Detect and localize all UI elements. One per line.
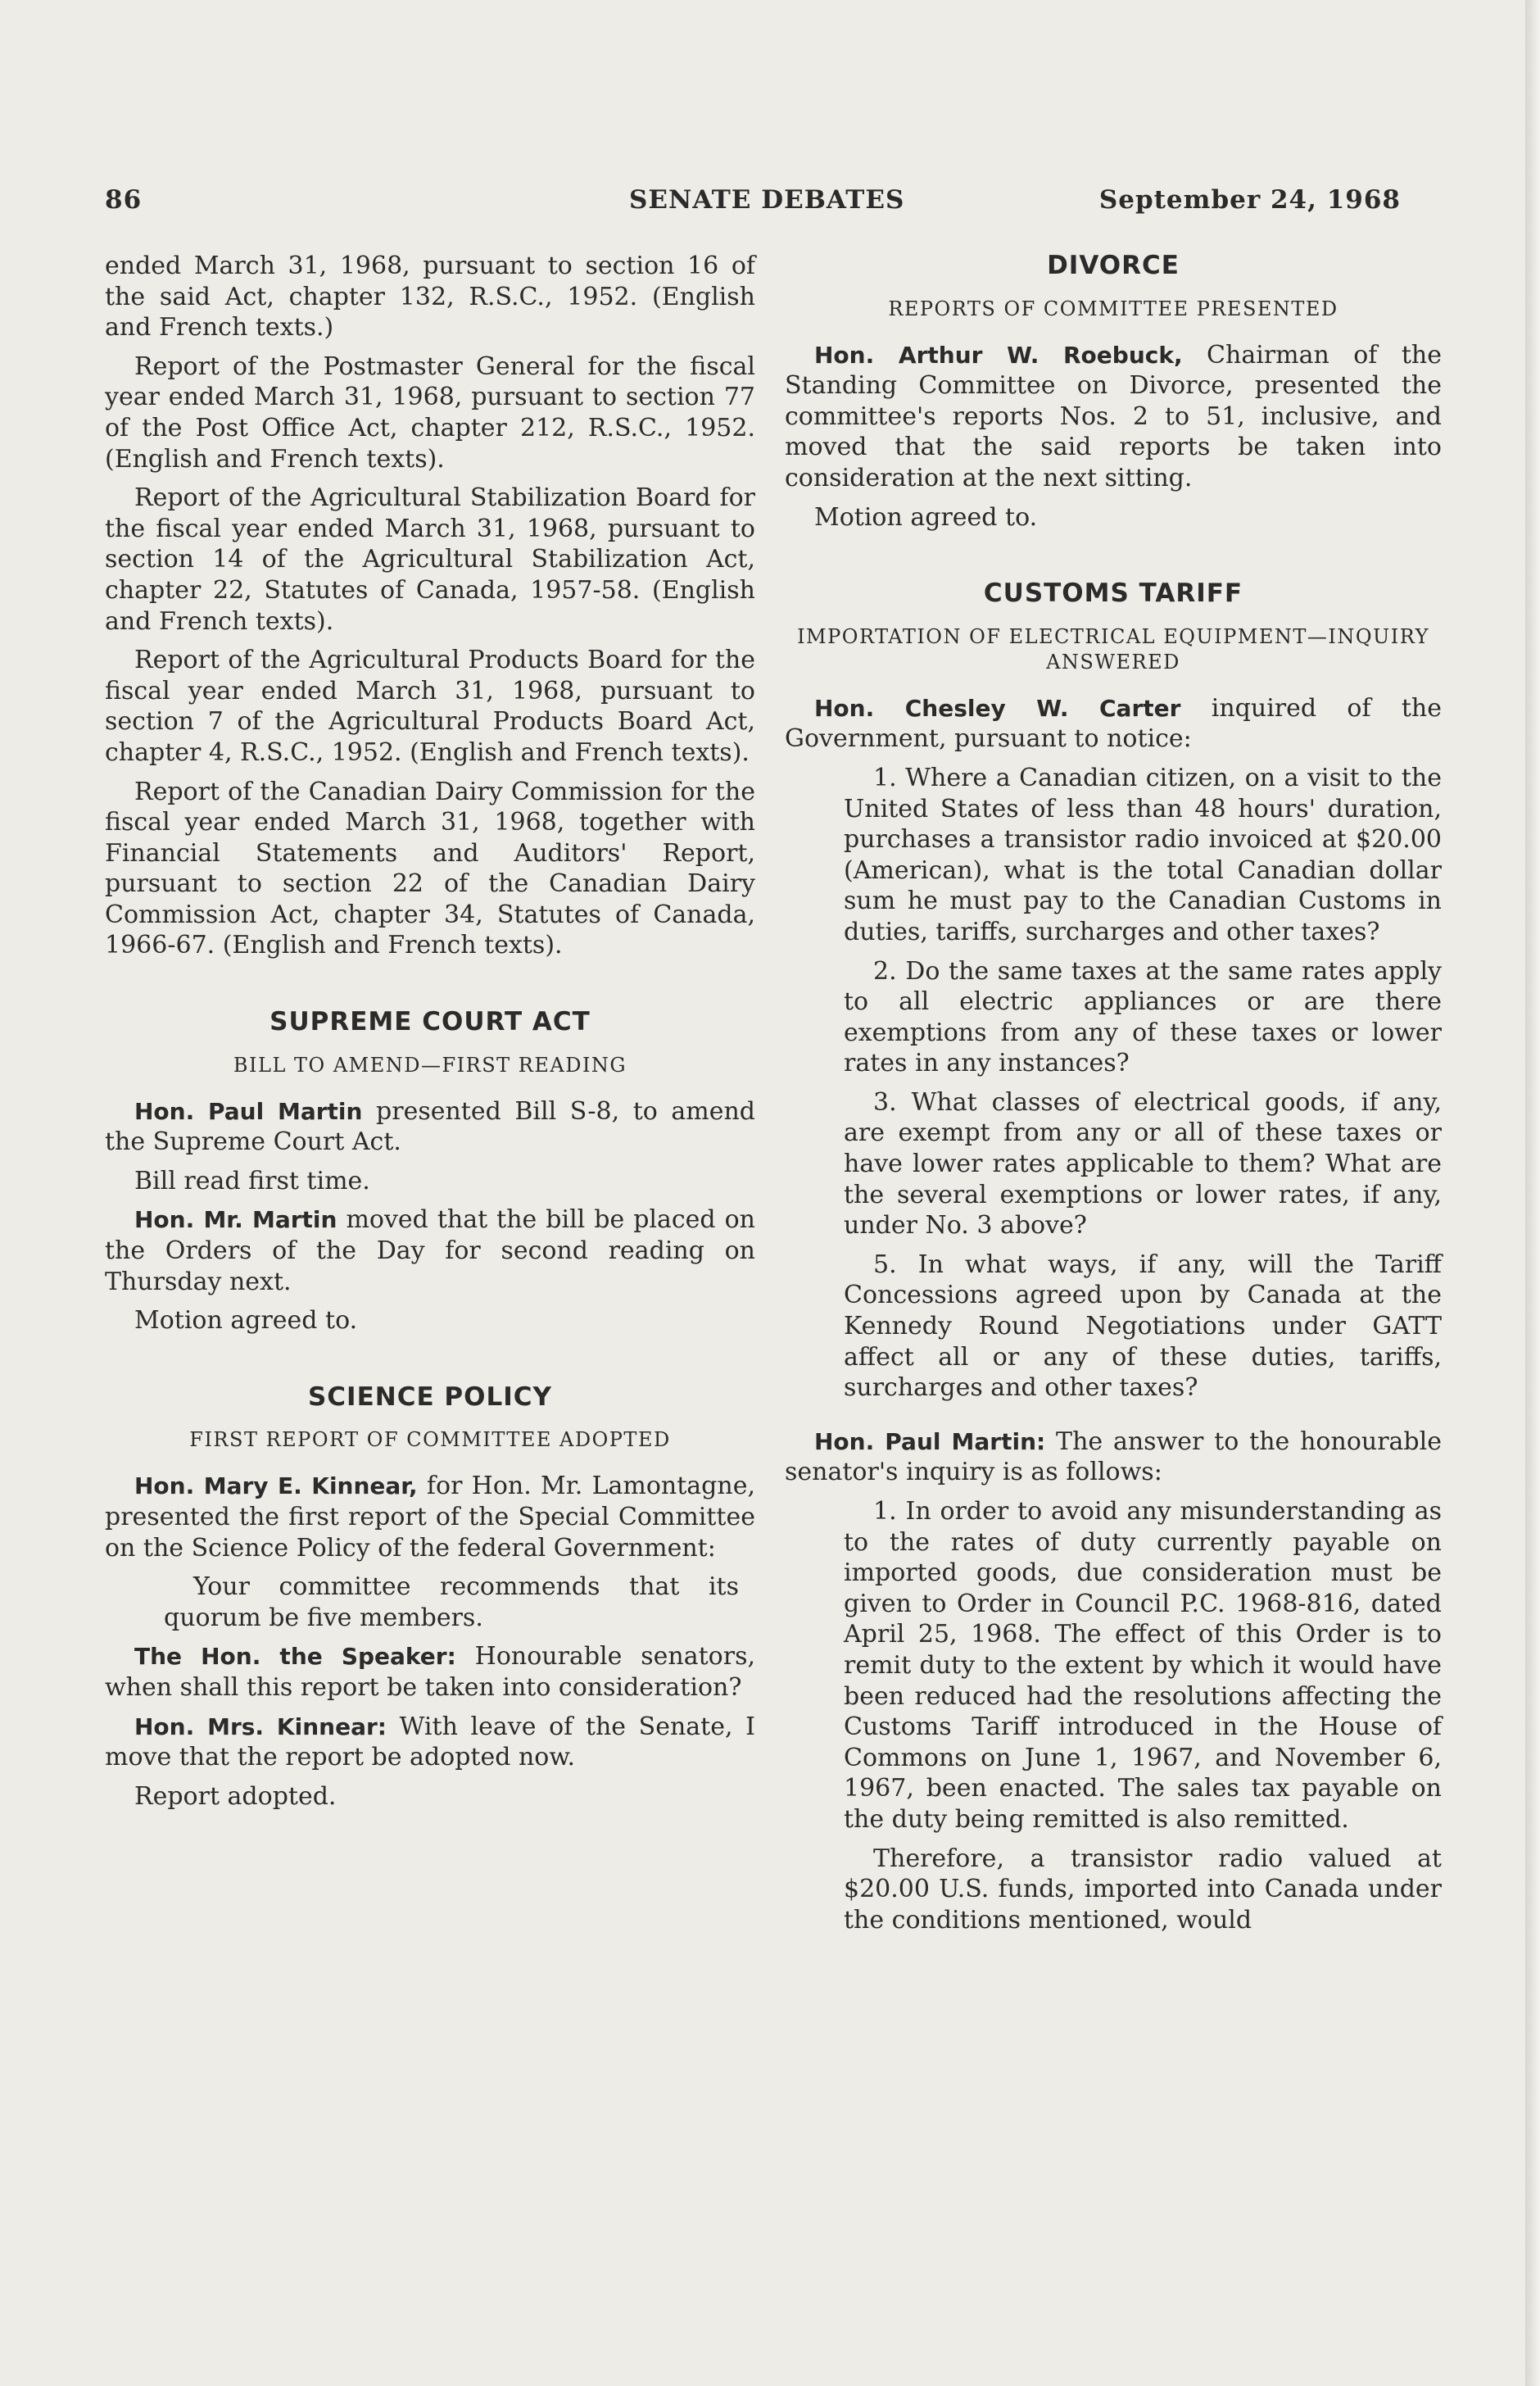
paragraph	[785, 340, 1442, 494]
speaker-name: Hon. Arthur W. Roebuck,	[814, 341, 1183, 369]
paragraph: ended March 31, 1968, pursuant to section 16 of the said Act, chapter 132, R.S.C., 1952. (English and French texts.)	[105, 252, 755, 342]
section-heading-divorce: DIVORCE	[1047, 251, 1180, 280]
paragraph: Bill read first time.	[134, 1166, 370, 1195]
inquiry-item: 3. What classes of electrical goods, if any, are exempt from any or all of these taxes or have lower rates applicable to them? What are the several exemptions or lower rates, if any, under No. 3 above?	[844, 1087, 1442, 1241]
section-heading-supreme-court: SUPREME COURT ACT	[270, 1007, 591, 1037]
section-heading-customs-tariff: CUSTOMS TARIFF	[983, 578, 1243, 609]
speaker-name: Hon. Paul Martin:	[814, 1427, 1046, 1455]
paragraph	[785, 1427, 1442, 1488]
inquiry-item: 5. In what ways, if any, will the Tariff Concessions agreed upon by Canada at the Kennedy Round Negotiations under GATT affect all or any of these duties, tariffs, surcharges and other taxes?	[844, 1250, 1442, 1403]
page-number: 86	[105, 185, 143, 215]
paragraph: Report of the Postmaster General for the fiscal year ended March 31, 1968, pursuant to section 77 of the Post Office Act, chapter 212, R.S.C., 1952. (English and French texts).	[105, 352, 755, 474]
page-edge	[1525, 0, 1540, 2386]
speech-text: presented Bill S-8, to amend the Supreme Court Act.	[105, 1096, 756, 1157]
speaker-name: Hon. Mary E. Kinnear,	[134, 1472, 418, 1500]
paragraph: Report of the Agricultural Stabilization Board for the fiscal year ended March 31, 1968, pursuant to section 14 of the Agricultural Stabilization Act, chapter 22, Statutes of Canada, 1957-58. (English and French texts).	[105, 483, 755, 636]
inquiry-item: 1. Where a Canadian citizen, on a visit to the United States of less than 48 hours' duration, purchases a transistor radio invoiced at $20.00 (American), what is the total Canadian dollar sum he must pay to the Canadian Customs in duties, tariffs, surcharges and other taxes?	[844, 763, 1442, 946]
paragraph	[785, 693, 1442, 755]
section-heading-science-policy: SCIENCE POLICY	[307, 1381, 552, 1412]
subheading-importation: IMPORTATION OF ELECTRICAL EQUIPMENT—INQUIRY ANSWERED	[797, 624, 1429, 674]
speaker-name: Hon. Chesley W. Carter	[814, 694, 1181, 722]
running-title: SENATE DEBATES	[629, 185, 905, 215]
paragraph: Report of the Canadian Dairy Commission for the fiscal year ended March 31, 1968, together with Financial Statements and Auditors' Report, pursuant to section 22 of the Canadian Dairy Commission Act, chapter 34, Statutes of Canada, 1966-67. (English and French texts).	[105, 777, 755, 960]
speech-text: Chairman of the Standing Committee on Divorce, presented the committee's reports Nos. 2 to 51, inclusive, and moved that the said reports be taken into consideration at the next sitting.	[785, 340, 1442, 492]
right-column	[785, 251, 1442, 1944]
quoted-recommendation: Your committee recommends that its quorum be five members.	[164, 1572, 739, 1632]
speaker-name: The Hon. the Speaker:	[134, 1643, 456, 1671]
paragraph	[105, 1204, 755, 1297]
header-date: September 24, 1968	[1098, 185, 1401, 215]
speaker-name: Hon. Paul Martin	[134, 1097, 363, 1125]
inquiry-item: 2. Do the same taxes at the same rates apply to all electric appliances or are there exemptions from any of these taxes or lower rates in any instances?	[844, 956, 1442, 1078]
paragraph	[105, 1471, 755, 1563]
paragraph	[105, 1641, 755, 1703]
speech-text: inquired of the Government, pursuant to notice:	[785, 693, 1442, 754]
subheading-bill-to-amend: BILL TO AMEND—FIRST READING	[233, 1053, 627, 1077]
paragraph: Report adopted.	[134, 1781, 337, 1811]
speech-text: for Hon. Mr. Lamontagne, presented the first report of the Special Committee on the Science Policy of the federal Government:	[105, 1472, 755, 1563]
paragraph: Motion agreed to.	[814, 502, 1038, 532]
speech-text: The answer to the honourable senator's inquiry is as follows:	[785, 1427, 1442, 1487]
answer-item: 1. In order to avoid any misunderstanding as to the rates of duty currently payable on imported goods, due consideration must be given to Order in Council P.C. 1968-816, dated April 25, 1968. The effect of this Order is to remit duty to the extent by which it would have been reduced had the resolutions affecting the Customs Tariff introduced in the House of Commons on June 1, 1967, and November 6, 1967, been enacted. The sales tax payable on the duty being remitted is also remitted.	[844, 1497, 1442, 1834]
paragraph	[105, 1096, 755, 1158]
speaker-name: Hon. Mrs. Kinnear:	[134, 1712, 387, 1740]
speech-text: With leave of the Senate, I move that the report be adopted now.	[105, 1712, 756, 1772]
subheading-reports-presented: REPORTS OF COMMITTEE PRESENTED	[888, 297, 1338, 320]
paragraph: Motion agreed to.	[134, 1306, 358, 1336]
speech-text: Honourable senators, when shall this report be taken into consideration?	[105, 1642, 755, 1702]
page-header	[105, 185, 1401, 226]
left-column	[105, 251, 755, 1820]
answer-item: Therefore, a transistor radio valued at $20.00 U.S. funds, imported into Canada under the conditions mentioned, would	[844, 1844, 1442, 1935]
speech-text: moved that the bill be placed on the Orders of the Day for second reading on Thursday next.	[105, 1205, 756, 1296]
paragraph	[105, 1712, 755, 1773]
speaker-name: Hon. Mr. Martin	[134, 1206, 337, 1234]
paragraph: Report of the Agricultural Products Board for the fiscal year ended March 31, 1968, pursuant to section 7 of the Agricultural Products Board Act, chapter 4, R.S.C., 1952. (English and French texts).	[105, 646, 755, 767]
subheading-first-report: FIRST REPORT OF COMMITTEE ADOPTED	[189, 1428, 671, 1452]
